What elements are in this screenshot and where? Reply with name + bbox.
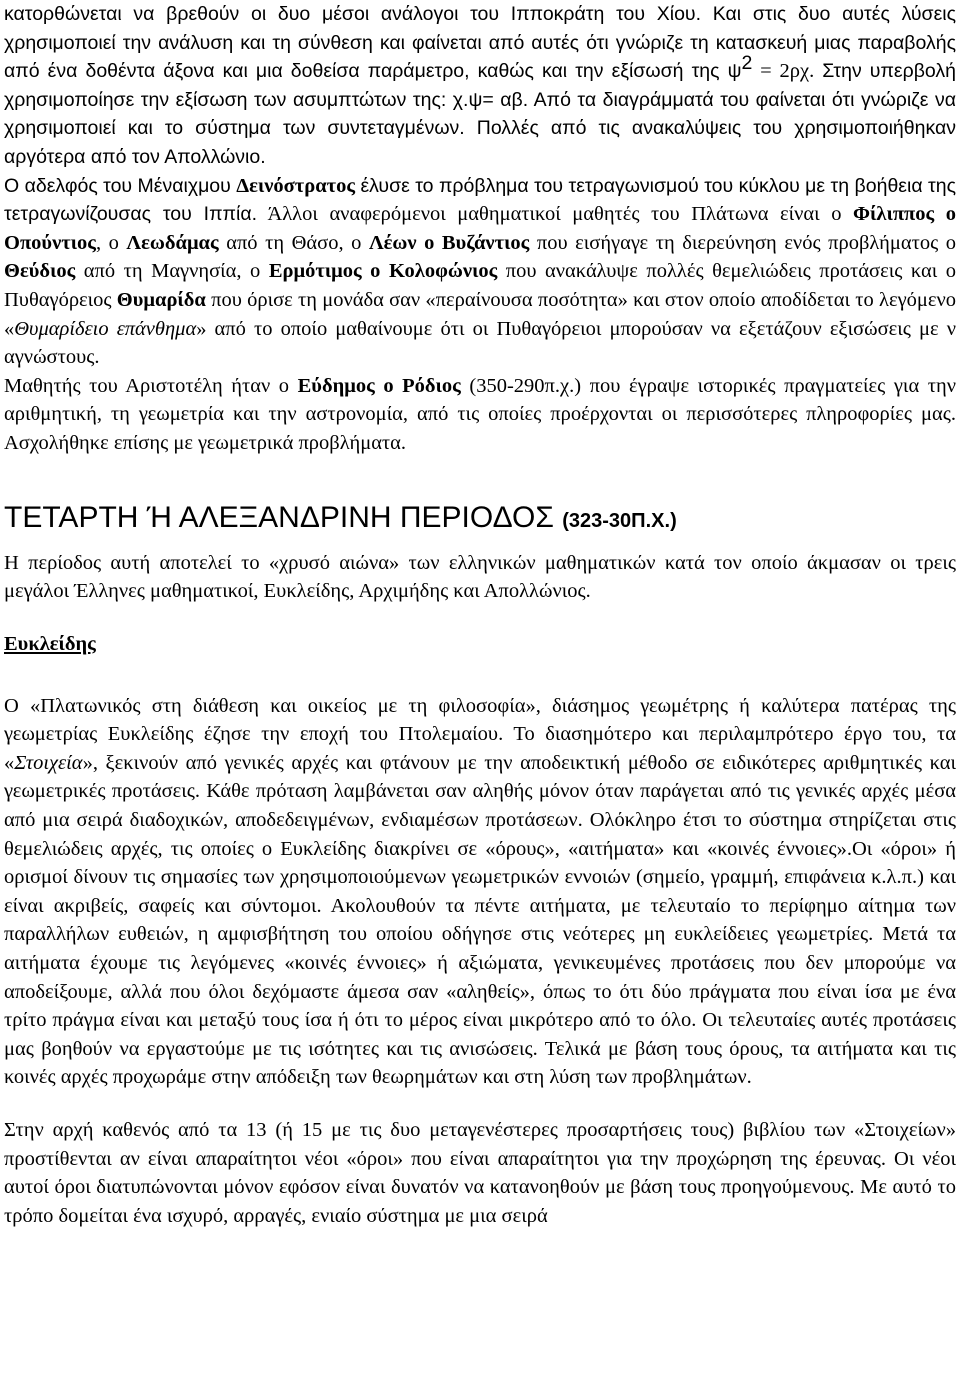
- text-segment: = 2ρχ.: [752, 60, 815, 83]
- paragraph-menaechmus: [4, 0, 956, 172]
- paragraph-euclid: [4, 692, 956, 1092]
- text-segment: που εισήγαγε τη διερεύνηση ενός προβλήματος ο: [529, 231, 956, 254]
- name-leon: Λέων ο Βυζάντιος: [368, 231, 530, 254]
- text-segment: Ο «Πλατωνικός στη διάθεση και οικείος με τη φιλοσοφία», διάσημος γεωμέτρης ή καλύτερα πατέρας της γεωμετρίας Ευκλείδης έζησε την εποχή του Πτολεμαίου. Το διασημότερο και περιλαμπρότερο έργο του, τα «: [4, 694, 956, 774]
- text-segment: », ξεκινούν από γενικές αρχές και φτάνουν με την αποδεικτική μέθοδο σε ειδικότερες αριθμητικές και γεωμετρικές προτάσεις. Κάθε πρόταση λαμβάνεται σαν αληθής μόνον όταν παράγεται από τις γενικές αρχές μέσα από μια σειρά διαδοχικών, αποδεδειγμένων, ενδιαμέσων προτάσεων. Ολόκληρο έτσι το σύστημα στηρίζεται στις θεμελιώδεις αρχές, τις οποίες ο Ευκλείδης διακρίνει σε «όρους», «αιτήματα» και «κοινές έννοιες».Οι «όροι» ή ορισμοί δίνουν τις σημασίες των χρησιμοποιούμενων γεωμετρικών εννοιών (σημείο, γραμμή, επιφάνεια κ.λ.π.) και είναι ακριβείς, σαφείς και σύντομοι. Ακολουθούν τα πέντε αιτήματα, με τελευταίο το περίφημο αίτημα των παραλλήλων ευθειών, η αμφισβήτηση του οποίου οδήγησε στις νεότερες μη ευκλείδειες γεωμετρίες. Μετά τα αιτήματα έχουμε τις λεγόμενες «κοινές έννοιες» ή αξιώματα, γενικευμένες προτάσεις που δεν μπορούμε να αποδείξουμε, αλλά που όλοι δεχόμαστε άμεσα σαν «αληθείς», όπως το ότι δύο πράγματα που είναι ίσα με ένα τρίτο πράγμα είναι και μεταξύ τους ίσα ή ότι το μέρος είναι μικρότερο από το όλο. Οι τελευταίες αυτές προτάσεις μας βοηθούν να εργαστούμε με τις ισότητες και τις ανισώσεις. Τελικά με βάση τους όρους, τα αιτήματα και τις κοινές αρχές προχωράμε στην απόδειξη των θεωρημάτων και στη λύση των προβλημάτων.: [4, 751, 956, 1089]
- name-hermotimos: Ερμότιμος ο Κολοφώνιος: [268, 260, 498, 283]
- section-heading: [4, 500, 956, 539]
- text-segment: έλυσε το πρόβλημα του τετραγωνισμού του κύκλου με τη βοήθεια της τετραγωνίζουσας του Ιππία.: [4, 174, 956, 226]
- name-thymaridas: Θυμαρίδα: [116, 288, 206, 311]
- name-theudios: Θεύδιος: [4, 260, 76, 283]
- paragraph-elements-books: Στην αρχή καθενός από τα 13 (ή 15 με τις δυο μεταγενέστερες προσαρτήσεις τους) βιβλίου των «Στοιχείων» προστίθενται αν είναι απαραίτητοι νέοι «όροι» που είναι απαραίτητοι για την προχώρηση της έρευνας. Οι νέοι αυτοί όροι διατυπώνονται μόνον εφόσον είναι δυνατόν να κατανοηθούν με βάση τους προηγούμενους. Με αυτό το τρόπο δομείται ένα ισχυρό, αρραγές, ενιαίο σύστημα με μια σειρά: [4, 1119, 956, 1227]
- text-segment: που όρισε τη μονάδα σαν «περαίνουσα ποσότητα» και στον οποίο αποδίδεται το λεγόμενο «: [4, 288, 956, 340]
- text-segment: , ο: [95, 231, 127, 254]
- subheading-euclid: Ευκλείδης: [4, 632, 96, 655]
- superscript: 2: [741, 52, 753, 75]
- text-segment: από τη Μαγνησία, ο: [75, 260, 269, 283]
- text-segment: από τη Θάσο, ο: [218, 231, 369, 254]
- text-segment: Στην υπερβολή χρησιμοποίησε την εξίσωση των ασυμπτώτων της: χ.ψ= αβ. Από τα διαγράμματά του φαίνεται ότι γνώριζε να χρησιμοποιεί και το σύστημα των συντεταγμένων. Πολλές από τις ανακαλύψεις του χρησιμοποιήθηκαν αργότερα από τον Απολλώνιο.: [4, 60, 956, 168]
- heading-dates: (323-30Π.Χ.): [562, 509, 677, 532]
- paragraph-plato-students: [4, 172, 956, 372]
- text-segment: Ο αδελφός του Μέναιχμου: [4, 174, 237, 197]
- paragraph-eudemus: [4, 372, 956, 458]
- term-stoicheia: Στοιχεία: [14, 751, 83, 774]
- heading-title: ΤΕΤΑΡΤΗ Ή ΑΛΕΞΑΝΔΡΙΝΗ ΠΕΡΙΟΔΟΣ: [4, 500, 563, 534]
- text-segment: Άλλοι αναφερόμενοι μαθηματικοί μαθητές του Πλάτωνα είναι ο: [257, 203, 854, 226]
- name-deinostratos: Δεινόστρατος: [236, 174, 355, 197]
- text-segment: » από το οποίο μαθαίνουμε ότι οι Πυθαγόρειοι μπορούσαν να εξετάζουν εξισώσεις με ν αγνώστους.: [4, 317, 956, 369]
- text-segment: Μαθητής του Αριστοτέλη ήταν ο: [4, 374, 298, 397]
- name-leodamas: Λεωδάμας: [126, 231, 219, 254]
- text-segment: κατορθώνεται να βρεθούν οι δυο μέσοι ανάλογοι του Ιπποκράτη του Χίου. Και στις δυο αυτές λύσεις χρησιμοποιεί την ανάλυση και τη σύνθεση και φαίνεται από αυτές ότι γνώριζε τη κατασκευή μιας παραβολής από ένα δοθέντα άξονα και μια δοθείσα παράμετρο, καθώς και την εξίσωσή της ψ: [4, 3, 956, 83]
- term-thymaridas-epanthema: Θυμαρίδειο επάνθημα: [14, 317, 197, 340]
- paragraph-golden-age: Η περίοδος αυτή αποτελεί το «χρυσό αιώνα» των ελληνικών μαθηματικών κατά τον οποίο άκμασαν οι τρεις μεγάλοι Έλληνες μαθηματικοί, Ευκλείδης, Αρχιμήδης και Απολλώνιος.: [4, 551, 956, 603]
- text-segment: (350-290π.χ.) που έγραψε ιστορικές πραγματείες για την αριθμητική, τη γεωμετρία και την αστρονομία, από τις οποίες προέρχονται οι περισσότερες πληροφορίες μας. Ασχολήθηκε επίσης με γεωμετρικά προβλήματα.: [4, 374, 956, 454]
- name-eudemus: Εύδημος ο Ρόδιος: [297, 374, 461, 397]
- text-segment: που ανακάλυψε πολλές θεμελιώδεις προτάσεις και ο Πυθαγόρειος: [4, 260, 957, 311]
- name-philippos: Φίλιππος ο Οπούντιος: [4, 203, 956, 254]
